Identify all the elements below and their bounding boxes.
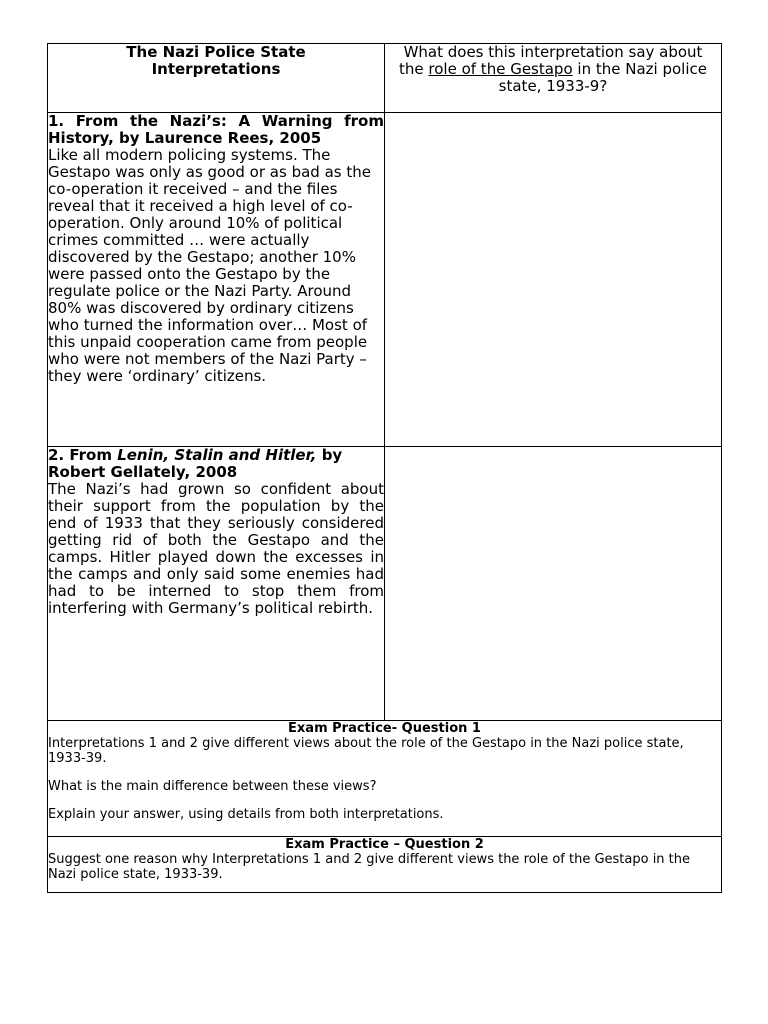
interpretation-2-text: The Nazi’s had grown so confident about their support from the population by the end of 1933 that they seriously considered getting rid of both the Gestapo and the camps. Hitler played down the excesses in the camps and only said some enemies had had to be interned to stop them from interfering with Germany’s political rebirth. bbox=[48, 480, 384, 617]
question-text-before: What does this interpretation say about the bbox=[399, 43, 703, 78]
interpretation-1-text: Like all modern policing systems. The Gestapo was only as good or as bad as the co-operation it received – and the files reveal that it received a high level of co-operation. Only around 10% of political crimes committed … were actually discovered by the Gestapo; another 10% were passed onto the Gestapo by the regulate police or the Nazi Party. Around 80% was discovered by ordinary citizens who turned the information over… Most of this unpaid cooperation came from people who were not members of the Nazi Party – they were ‘ordinary’ citizens. bbox=[48, 146, 371, 385]
exam-question-2-cell bbox=[48, 837, 722, 893]
interpretation-1-row bbox=[48, 113, 722, 447]
question-text-underlined: role of the Gestapo bbox=[428, 60, 573, 78]
interpretations-table bbox=[47, 43, 722, 893]
exam-question-2-row bbox=[48, 837, 722, 893]
exam-question-1-row bbox=[48, 721, 722, 837]
interpretation-2-title-prefix: 2. From bbox=[48, 446, 118, 464]
question-text-after: in the Nazi police state, 1933-9? bbox=[498, 60, 707, 95]
interpretation-1-answer-cell[interactable] bbox=[385, 113, 722, 447]
interpretation-2-row bbox=[48, 447, 722, 721]
table-title-cell bbox=[48, 44, 385, 113]
interpretation-2-book-title: Lenin, Stalin and Hitler, bbox=[117, 446, 317, 464]
interpretation-1-title: 1. From the Nazi’s: A Warning from History, by Laurence Rees, 2005 bbox=[48, 112, 384, 147]
table-title-line1: The Nazi Police State bbox=[126, 43, 306, 61]
question-header bbox=[385, 44, 721, 95]
interpretation-2-cell bbox=[48, 447, 385, 721]
exam-question-1-line3: Explain your answer, using details from both interpretations. bbox=[48, 807, 444, 822]
table-title-line2: Interpretations bbox=[151, 60, 281, 78]
exam-question-2-line1: Suggest one reason why Interpretations 1 and 2 give different views the role of the Gestapo in the Nazi police state, 1933-39. bbox=[48, 852, 691, 882]
question-header-cell bbox=[385, 44, 722, 113]
exam-question-1-line1: Interpretations 1 and 2 give different views about the role of the Gestapo in the Nazi police state, 1933-39. bbox=[48, 736, 684, 766]
worksheet bbox=[47, 43, 721, 893]
header-row bbox=[48, 44, 722, 113]
interpretation-2-title bbox=[48, 447, 384, 481]
exam-question-1-cell bbox=[48, 721, 722, 837]
interpretation-2-answer-cell[interactable] bbox=[385, 447, 722, 721]
interpretation-2-title-suffix: by Robert Gellately, 2008 bbox=[48, 446, 343, 481]
exam-question-1-heading: Exam Practice- Question 1 bbox=[288, 721, 481, 736]
exam-question-2-heading: Exam Practice – Question 2 bbox=[285, 837, 484, 852]
table-title bbox=[48, 44, 384, 78]
exam-question-1-line2: What is the main difference between these views? bbox=[48, 779, 377, 794]
interpretation-1-cell bbox=[48, 113, 385, 447]
